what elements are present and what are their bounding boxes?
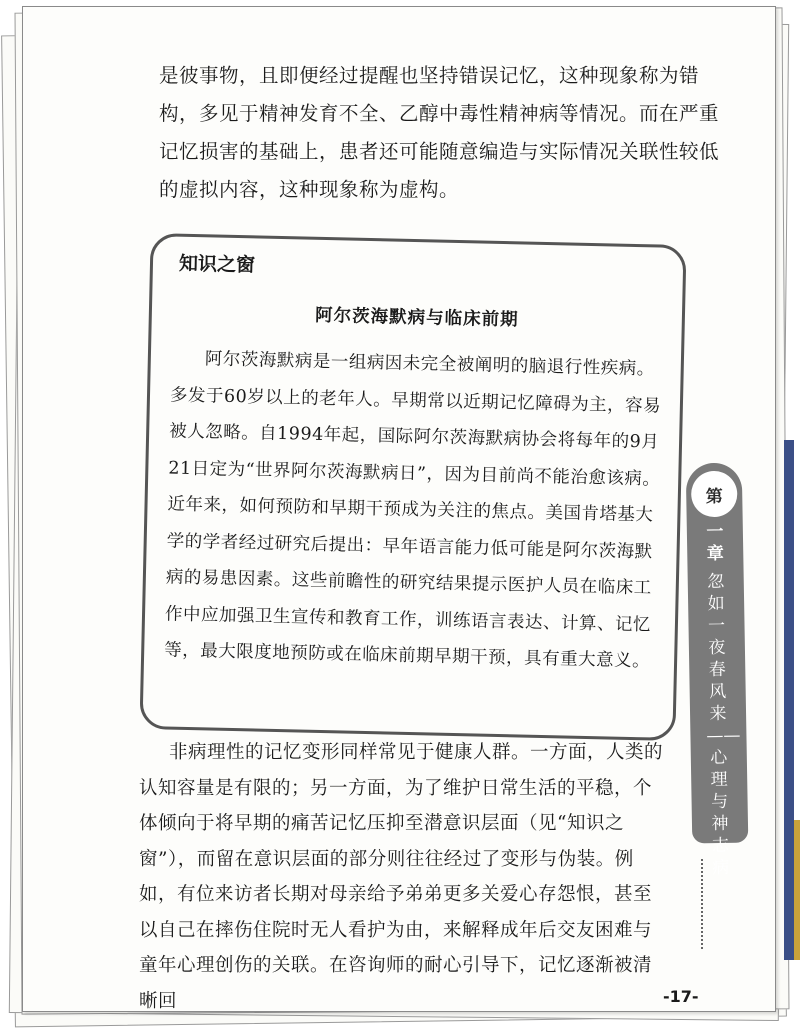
paragraph-bottom (139, 735, 669, 1019)
chapter-number (687, 521, 744, 566)
paragraph-bottom-text: 非病理性的记忆变形同样常见于健康人群。一方面，人类的认知容量是有限的；另一方面，为了维护日常生活的平稳，个体倾向于将早期的痛苦记忆压抑至潜意识层面（见“知识之窗”），而留在意识层面的部分则往往经过了变形与伪装。例如，有位来访者长期对母亲给予弟弟更多关爱心存怨恨，甚至以自己在摔伤住院时无人看护为由，来解释成年后交友困难与童年心理创伤的关联。在咨询师的耐心引导下，记忆逐渐被清晰回 (139, 742, 664, 1012)
knowledge-window-box (139, 233, 686, 741)
chapter-tab (686, 463, 749, 879)
book-page (22, 6, 776, 1012)
paragraph-top: 是彼事物，且即便经过提醒也坚持错误记忆，这种现象称为错构，多见于精神发育不全、乙醇中毒性精神病等情况。而在严重记忆损害的基础上，患者还可能随意编造与实际情况关联性较低的虚拟内容，这种现象称为虚构。 (159, 64, 720, 201)
box-title: 阿尔茨海默病与临床前期 (314, 305, 519, 331)
book-edge-gold (794, 820, 800, 960)
chapter-circle (691, 471, 738, 518)
page-number: -17- (663, 987, 699, 1006)
box-body-text: 阿尔茨海默病是一组病因未完全被阐明的脑退行性疾病。多发于60岁以上的老年人。早期常以近期记忆障碍为主，容易被人忽略。自1994年起，国际阿尔茨海默病协会将每年的9月21日定为“世界阿尔茨海默病日”，因为目前尚不能治愈该病。近年来，如何预防和早期干预成为关注的焦点。美国肯塔基大学的学者经过研究后提出：早年语言能力低可能是阿尔茨海默病的易患因素。这些前瞻性的研究结果提示医护人员在临床工作中应加强卫生宣传和教育工作，训练语言表达、计算、记忆等，最大限度地预防或在临床前期早期干预，具有重大意义。 (164, 349, 662, 672)
box-label: 知识之窗 (178, 252, 256, 277)
chapter-char: 章 (706, 543, 724, 565)
book-edge-blue (784, 440, 794, 960)
chapter-number-char: 一 (706, 521, 724, 543)
chapter-circle-char: 第 (705, 486, 723, 507)
dotted-divider (701, 859, 703, 949)
box-body (164, 340, 665, 680)
chapter-subtitle: 忽如一夜春风来——心理与神志病 (706, 571, 741, 879)
